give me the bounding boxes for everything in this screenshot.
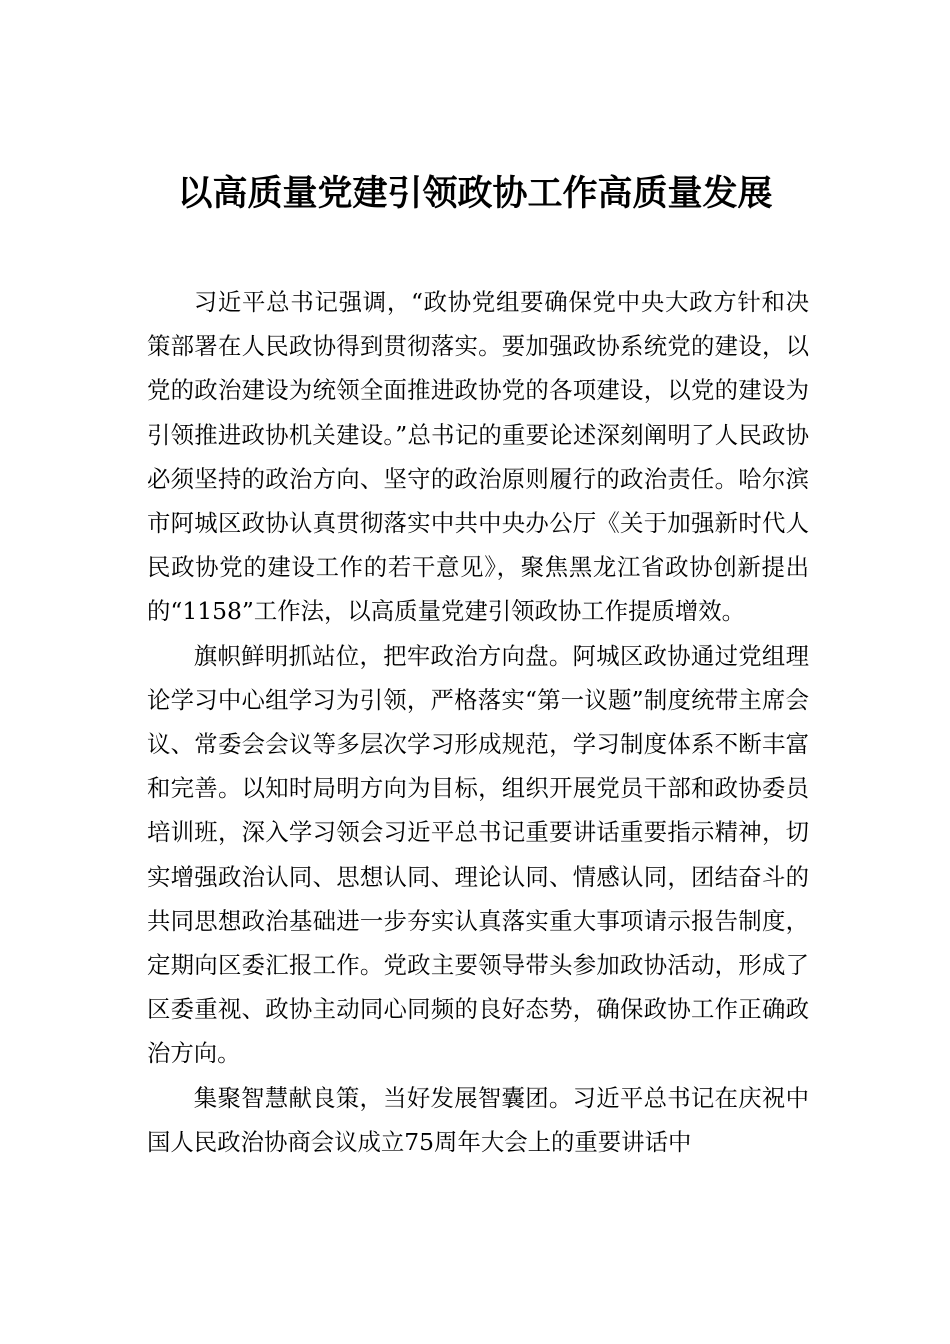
document-title: 以高质量党建引领政协工作高质量发展 — [177, 173, 773, 214]
paragraph: 习近平总书记强调，“政协党组要确保党中央大政方针和决策部署在人民政协得到贯彻落实。要加强政协系统党的建设，以党的政治建设为统领全面推进政协党的各项建设，以党的建设为引领推进政协机关建设。”总书记的重要论述深刻阐明了人民政协必须坚持的政治方向、坚守的政治原则履行的政治责任。哈尔滨市阿城区政协认真贯彻落实中共中央办公厅《关于加强新时代人民政协党的建设工作的若干意见》，聚焦黑龙江省政协创新提出的“1158”工作法，以高质量党建引领政协工作提质增效。 — [147, 288, 809, 626]
paragraph: 旗帜鲜明抓站位，把牢政治方向盘。阿城区政协通过党组理论学习中心组学习为引领，严格落实“第一议题”制度统带主席会议、常委会会议等多层次学习形成规范，学习制度体系不断丰富和完善。以知时局明方向为目标，组织开展党员干部和政协委员培训班，深入学习领会习近平总书记重要讲话重要指示精神，切实增强政治认同、思想认同、理论认同、情感认同，团结奋斗的共同思想政治基础进一步夯实认真落实重大事项请示报告制度，定期向区委汇报工作。党政主要领导带头参加政协活动，形成了区委重视、政协主动同心同频的良好态势，确保政协工作正确政治方向。 — [147, 641, 809, 1068]
document-body — [147, 280, 809, 1164]
paragraph: 集聚智慧献良策，当好发展智囊团。习近平总书记在庆祝中国人民政治协商会议成立75周年大会上的重要讲话中 — [147, 1083, 809, 1156]
